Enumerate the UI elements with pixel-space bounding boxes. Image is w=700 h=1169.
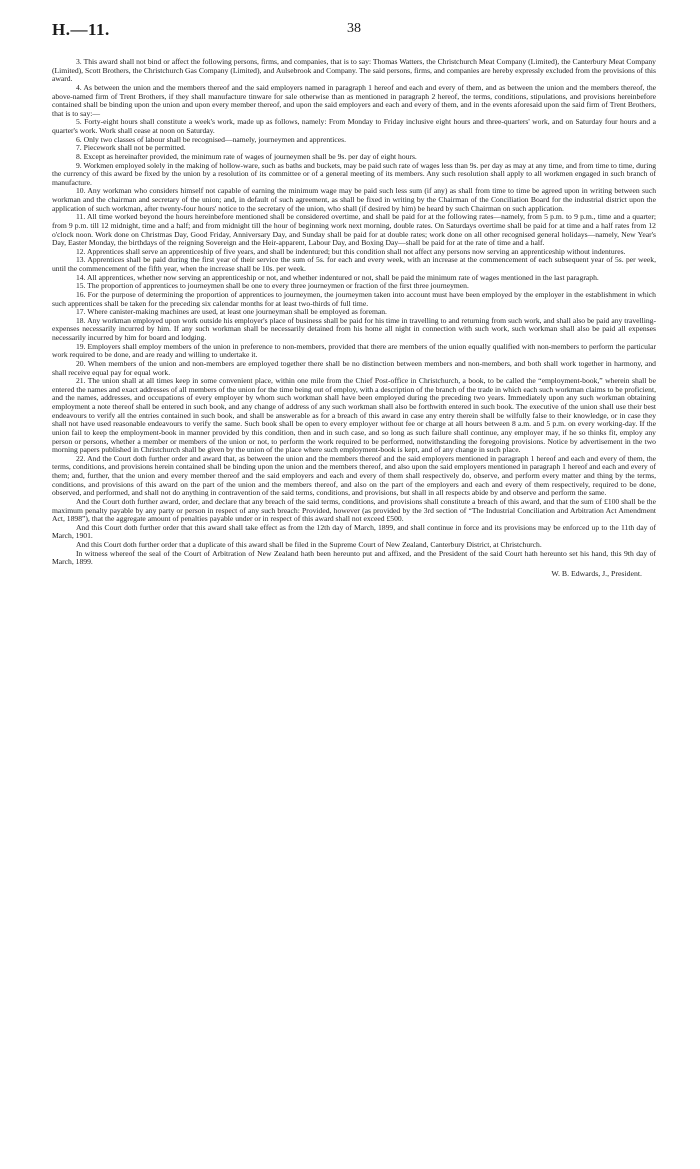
president-signature: W. B. Edwards, J., President. [551,568,642,578]
paragraph-6: 6. Only two classes of labour shall be recognised—namely, journeymen and apprentices. [76,134,346,144]
paragraph-19: 19. Employers shall employ members of the union in preference to non-members, provided that there are members of the union equally qualified with non-members to perform the particular work required to be done, and are ready and willing to undertake it. [52,341,656,360]
paragraph-3: 3. This award shall not bind or affect the following persons, firms, and companies, that is to say: Thomas Watters, the Christchurch Meat Company (Limited), the Canterbury Meat Company (Limited), Scott Brothers, the Christchurch Gas Company (Limited), and Aulsebrook and Company. The said persons, firms, and companies are hereby expressly excluded from the provisions of this award. [52,57,656,84]
page-header [52,20,656,54]
document-reference: H.—11. [52,20,110,39]
filing-clause: And this Court doth further order that a duplicate of this award shall be filed in the Supreme Court of New Zealand, Canterbury District, at Christchurch. [76,540,542,549]
paragraph-17: 17. Where canister-making machines are used, at least one journeyman shall be employed as foreman. [76,307,387,317]
paragraph-16: 16. For the purpose of determining the proportion of apprentices to journeymen, the journeymen taken into account must have been employed by the employer in the establishment in which such apprentices shall be taken for the preceding six calendar months for at least two-thirds of full time. [52,289,656,308]
paragraph-12: 12. Apprentices shall serve an apprenticeship of five years, and shall be indentured; but this condition shall not affect any persons now serving an apprenticeship without indentures. [76,246,626,256]
penalty-clause: And the Court doth further award, order, and declare that any breach of the said terms, conditions, and provisions shall constitute a breach of this award, and that the sum of £100 shall be the maximum penalty payable by any party or person in respect of any such breach: Provided, however (as provided by the 3rd section of “The Industrial Conciliation and Arbitration Act Amendment Act, 1898”), that the aggregate amount of penalties payable under or in respect of this award shall not exceed £500. [52,496,656,524]
paragraph-22: 22. And the Court doth further order and award that, as between the union and the members thereof and the said employers mentioned in paragraph 1 hereof and each and every of them, the terms, conditions, and provisions herein contained shall be binding upon the union and the members thereof, and also upon the said employers mentioned in paragraph 1 hereof and each and every of them; and, further, that the union and every member thereof and the said employers and each and every of them shall respectively do, observe, and perform every matter and thing by the terms, conditions, and provisions of this award on the part of the union and the members thereof, and also on the part of the employers and each and every of them respectively, required to be done, observed, and performed, and shall not do anything in contravention of the said terms, conditions, and provisions, but shall in all respects abide by and observe and perform the same. [52,453,656,498]
paragraph-18: 18. Any workman employed upon work outside his employer's place of business shall be paid for his time in travelling to and returning from such work, and shall also be paid any travelling-expenses necessarily incurred by him. If any such workman shall be necessarily detained from his home all night in connection with such work, such workman shall also be paid all expenses necessarily incurred by him for board and lodging. [52,315,656,342]
paragraph-20: 20. When members of the union and non-members are employed together there shall be no distinction between members and non-members, and both shall work together in harmony, and shall receive equal pay for equal work. [52,358,656,377]
paragraph-5: 5. Forty-eight hours shall constitute a week's work, made up as follows, namely: From Monday to Friday inclusive eight hours and three-quarters' work, and on Saturday four hours and a quarter's work. Work shall cease at noon on Saturday. [52,117,656,135]
paragraph-8: 8. Except as hereinafter provided, the minimum rate of wages of journeymen shall be 9s. per day of eight hours. [76,151,417,161]
paragraph-21: 21. The union shall at all times keep in some convenient place, within one mile from the Chief Post-office in Christchurch, a book, to be called the “employment-book,” wherein shall be entered the names and exact addresses of all members of the union for the time being out of employ, with a description of the branch of the trade in which each such workman claims to be proficient, and the names, addresses, and occupations of every employer by whom such workman shall have been employed during the preceding two years. Immediately upon any such workman obtaining employment a note thereof shall be entered in such book, and any change of address of any such workman shall also be forthwith entered in such book. The executive of the union shall use their best endeavours to verify all the entries contained in such book, and shall be answerable as for a breach of this award in case any entry therein shall be wilfully false to their knowledge, or in case they shall not have used reasonable endeavours to verify the same. Such book shall be open to every employer without fee or charge at all hours between 8 a.m. and 5 p.m. on every working-day. If the union fail to keep the employment-book in manner provided by this condition, then and in such case, and so long as such failure shall continue, any employer may, if he so thinks fit, employ any person or persons, whether a member or members of the union or not, to perform the work required to be performed, notwithstanding the foregoing provisions. Notice by advertisement in the two morning papers published in Christchurch shall be given by the union of the place where such employment-book is kept, and of any change in such place. [52,376,656,455]
paragraph-10: 10. Any workman who considers himself not capable of earning the minimum wage may be paid such less sum (if any) as shall from time to time be agreed upon in writing between such workman and the chairman and secretary of the union; and, in default of such agreement, as shall be fixed in writing by the Chairman of the Conciliation Board for the industrial district upon the application of such workman, after twenty-four hours' notice to the secretary of the union, who shall (if desired by him) be heard by such Chairman on such application. [52,186,656,213]
paragraph-11: 11. All time worked beyond the hours hereinbefore mentioned shall be considered overtime, and shall be paid for at the following rates—namely, from 5 p.m. to 9 p.m., time and a quarter; from 9 p.m. till 12 midnight, time and a half; and from midnight till the hour of beginning work next morning, double rates. On Saturdays overtime shall be paid for at time and a half rates from 12 o'clock noon. Work done on Christmas Day, Good Friday, Anniversary Day, and Sunday shall be paid for at double rates; work done on all other recognised general holidays—namely, New Year's Day, Easter Monday, the birthdays of the reigning Sovereign and the Heir-apparent, Labour Day, and Boxing Day—shall be paid for at the rate of time and a half. [52,212,656,248]
paragraph-14: 14. All apprentices, whether now serving an apprenticeship or not, and whether indentured or not, shall be paid the minimum rate of wages mentioned in the last paragraph. [76,272,599,282]
page-number: 38 [347,21,361,36]
paragraph-9: 9. Workmen employed solely in the making of hollow-ware, such as baths and buckets, may be paid such rate of wages less than 9s. per day as may at any time, and from time to time, during the currency of this award be fixed by the union by a resolution of its committee or of a general meeting of its members. Any such resolution shall apply to all workmen engaged in such branch of manufacture. [52,160,656,187]
paragraph-7: 7. Piecework shall not be permitted. [76,143,186,153]
award-body [52,58,656,567]
witness-clause: In witness whereof the seal of the Court of Arbitration of New Zealand hath been hereunto put and affixed, and the President of the said Court hath hereunto set his hand, this 9th day of March, 1899. [52,548,656,567]
paragraph-4: 4. As between the union and the members thereof and the said employers named in paragraph 1 hereof and each and every of them, and as between the union and the members thereof, the above-named firm of Trent Brothers, if they shall manufacture tinware for sale otherwise than as mentioned in paragraph 2 hereof, the terms, conditions, stipulations, and provisions hereinbefore contained shall be binding upon the union and upon every member thereof, and upon the said employers and each and every of them, and in the events aforesaid upon the said firm of Trent Brothers, that is to say:— [52,82,656,118]
paragraph-15: 15. The proportion of apprentices to journeymen shall be one to every three journeymen or fraction of the first three journeymen. [76,281,469,291]
paragraph-13: 13. Apprentices shall be paid during the first year of their service the sum of 5s. for each and every week, with an increase at the commencement of each subsequent year of 5s. per week, until the commencement of the fifth year, when the increase shall be 10s. per week. [52,255,656,273]
effective-date-clause: And this Court doth further order that this award shall take effect as from the 12th day of March, 1899, and shall continue in force and its provisions may be enforced up to the 11th day of March, 1901. [52,522,656,541]
